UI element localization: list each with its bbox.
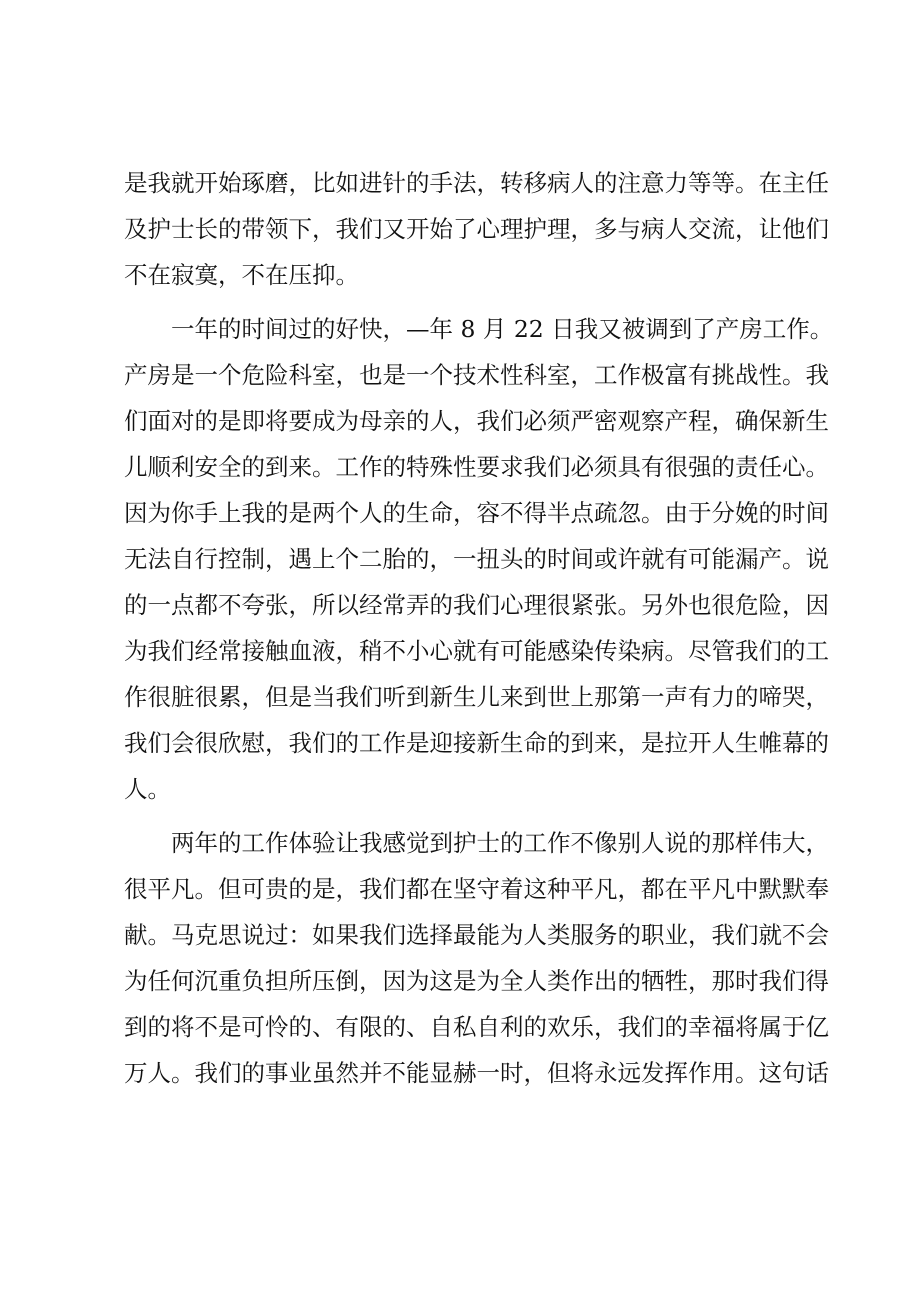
paragraph-2 <box>124 306 834 812</box>
text-line: 无法自行控制，遇上个二胎的，一扭头的时间或许就有可能漏产。说 <box>124 545 829 573</box>
text-line: 产房是一个危险科室，也是一个技术性科室，工作极富有挑战性。我 <box>124 361 829 389</box>
text-line: 很平凡。但可贵的是，我们都在坚守着这种平凡，都在平凡中默默奉 <box>124 875 829 903</box>
text-line: 及护士长的带领下，我们又开始了心理护理，多与病人交流，让他们 <box>124 215 829 243</box>
text-line: 我们会很欣慰，我们的工作是迎接新生命的到来，是拉开人生帷幕的 <box>124 729 829 757</box>
text-line: 不在寂寞，不在压抑。 <box>124 261 359 289</box>
text-line: 的一点都不夸张，所以经常弄的我们心理很紧张。另外也很危险，因 <box>124 591 829 619</box>
text-line: 因为你手上我的是两个人的生命，容不得半点疏忽。由于分娩的时间 <box>124 499 829 527</box>
text-line: 到的将不是可怜的、有限的、自私自利的欢乐，我们的幸福将属于亿 <box>124 1013 829 1041</box>
text-line: 作很脏很累，但是当我们听到新生儿来到世上那第一声有力的啼哭， <box>124 683 829 711</box>
text-line: 儿顺利安全的到来。工作的特殊性要求我们必须具有很强的责任心。 <box>124 453 829 481</box>
text-line: 献。马克思说过：如果我们选择最能为人类服务的职业，我们就不会 <box>124 921 829 949</box>
text-line: 为我们经常接触血液，稍不小心就有可能感染传染病。尽管我们的工 <box>124 637 829 665</box>
text-line: 两年的工作体验让我感觉到护士的工作不像别人说的那样伟大， <box>171 829 829 857</box>
paragraph-1 <box>124 160 829 298</box>
body-text <box>124 160 834 1104</box>
text-line: 一年的时间过的好快，—年 8 月 22 日我又被调到了产房工作。 <box>171 315 834 343</box>
paragraph-3 <box>124 820 829 1096</box>
text-line: 人。 <box>124 775 171 803</box>
text-line: 们面对的是即将要成为母亲的人，我们必须严密观察产程，确保新生 <box>124 407 829 435</box>
text-line: 是我就开始琢磨，比如进针的手法，转移病人的注意力等等。在主任 <box>124 169 829 197</box>
text-line: 为任何沉重负担所压倒，因为这是为全人类作出的牺牲，那时我们得 <box>124 967 829 995</box>
text-line: 万人。我们的事业虽然并不能显赫一时，但将永远发挥作用。这句话 <box>124 1059 829 1087</box>
